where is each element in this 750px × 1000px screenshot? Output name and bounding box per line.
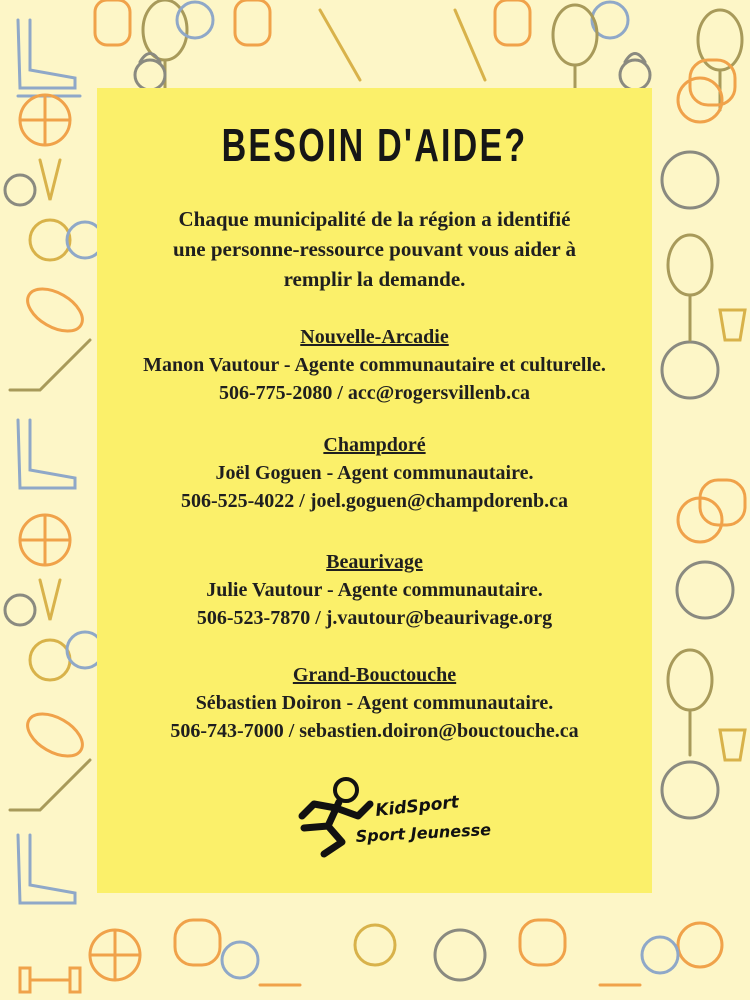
intro-line: Chaque municipalité de la région a identifié bbox=[178, 207, 571, 231]
contact-phone-email[interactable]: 506-525-4022 / joel.goguen@champdorenb.ca bbox=[180, 490, 569, 512]
trophy-icon bbox=[720, 310, 745, 760]
town-name: Champdoré bbox=[323, 434, 426, 456]
logo-text-kidsport: KidSport bbox=[374, 792, 460, 821]
ice-skate-icon bbox=[18, 420, 75, 903]
contact-phone-email[interactable]: 506-775-2080 / acc@rogersvillenb.ca bbox=[219, 382, 530, 404]
town-name: Nouvelle-Arcadie bbox=[300, 326, 449, 348]
tennis-racket-icon bbox=[668, 235, 712, 755]
contact-nouvelle-arcadie bbox=[82, 323, 667, 407]
boxing-glove-icon bbox=[95, 0, 530, 45]
town-name: Grand-Bouctouche bbox=[292, 664, 457, 686]
soccer-ball-icon bbox=[662, 152, 733, 818]
town-name: Beaurivage bbox=[326, 551, 423, 573]
intro-line: remplir la demande. bbox=[283, 267, 466, 291]
contact-person: Manon Vautour - Agente communautaire et culturelle. bbox=[143, 354, 606, 376]
contact-person: Joël Goguen - Agent communautaire. bbox=[215, 462, 534, 484]
intro-text bbox=[97, 204, 652, 294]
kidsport-logo bbox=[284, 776, 492, 856]
basketball-icon bbox=[678, 78, 722, 967]
contact-beaurivage bbox=[82, 548, 667, 632]
stopwatch-icon bbox=[177, 2, 628, 38]
kettlebell-icon bbox=[620, 54, 650, 91]
contact-person: Sébastien Doiron - Agent communautaire. bbox=[195, 692, 554, 714]
intro-line: une personne-ressource pouvant vous aider à bbox=[172, 237, 577, 261]
contact-phone-email[interactable]: 506-743-7000 / sebastien.doiron@bouctouche.ca bbox=[170, 720, 579, 742]
hockey-stick-icon bbox=[10, 340, 90, 810]
contact-person: Julie Vautour - Agente communautaire. bbox=[206, 579, 543, 601]
contact-phone-email[interactable]: 506-523-7870 / j.vautour@beaurivage.org bbox=[196, 607, 553, 629]
contact-champdore bbox=[82, 431, 667, 515]
stopwatch-icon bbox=[222, 937, 678, 978]
contact-grand-bouctouche bbox=[82, 661, 667, 745]
info-panel bbox=[97, 88, 652, 893]
logo-text-sport-jeunesse: Sport Jeunesse bbox=[355, 819, 492, 846]
page-title: BESOIN D'AIDE? bbox=[221, 119, 528, 171]
ice-skate-icon bbox=[18, 20, 80, 96]
soccer-ball-icon bbox=[435, 930, 485, 980]
baseball-bat-icon bbox=[320, 10, 485, 80]
